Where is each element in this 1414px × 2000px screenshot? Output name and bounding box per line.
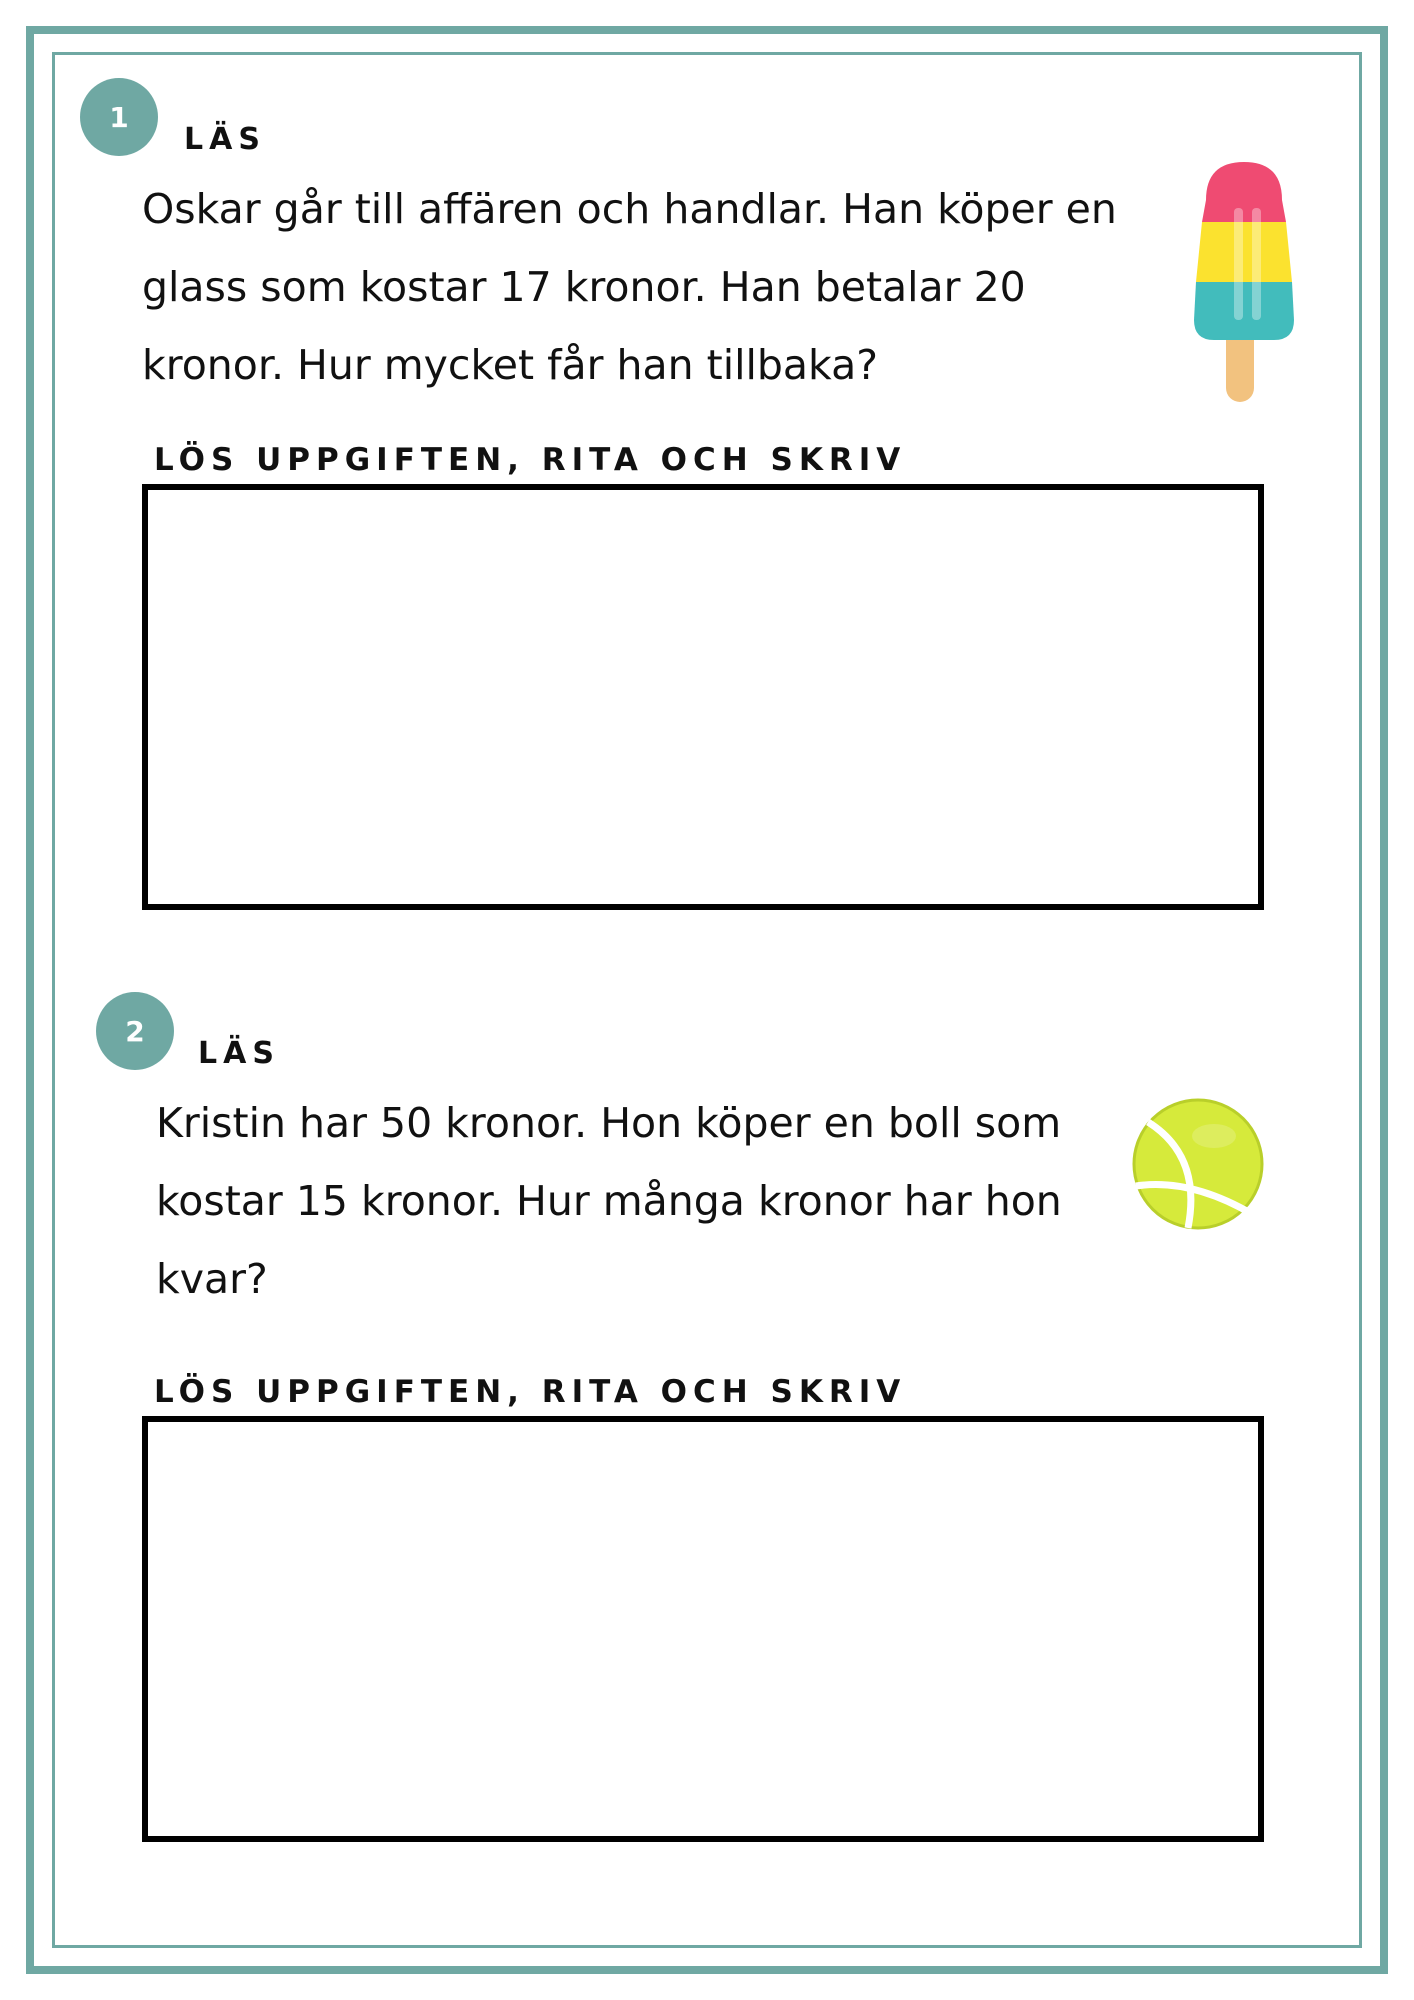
answer-box[interactable] bbox=[142, 484, 1264, 910]
task-number-badge: 1 bbox=[80, 78, 158, 156]
task-number-badge: 2 bbox=[96, 992, 174, 1070]
instruction-label: LÖS UPPGIFTEN, RITA OCH SKRIV bbox=[154, 442, 907, 478]
task-text: Kristin har 50 kronor. Hon köper en boll som kostar 15 kronor. Hur många kronor har hon kvar? bbox=[156, 1099, 1062, 1303]
read-label: LÄS bbox=[198, 1036, 280, 1071]
instruction-label: LÖS UPPGIFTEN, RITA OCH SKRIV bbox=[154, 1374, 907, 1410]
read-label: LÄS bbox=[184, 122, 266, 157]
answer-box[interactable] bbox=[142, 1416, 1264, 1842]
task-text: Oskar går till affären och handlar. Han köper en glass som kostar 17 kronor. Han betalar 20 kronor. Hur mycket får han tillbaka? bbox=[142, 185, 1117, 389]
popsicle-icon bbox=[1186, 160, 1302, 408]
tennis-ball-icon bbox=[1130, 1096, 1266, 1232]
